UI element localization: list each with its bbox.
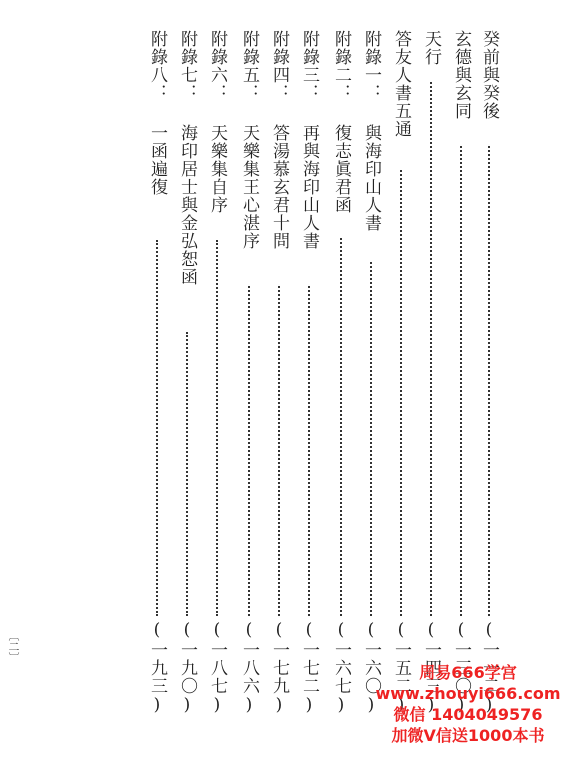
appendix-label: 附錄六： bbox=[207, 30, 227, 102]
entry-title: 癸前與癸後 bbox=[479, 30, 499, 120]
leader-dots bbox=[186, 332, 188, 616]
watermark-line: 微信 1404049576 bbox=[393, 705, 543, 724]
entry-page: (一九三) bbox=[147, 620, 167, 716]
entry-page: (一七九) bbox=[269, 620, 289, 716]
toc-entry bbox=[176, 30, 198, 716]
toc-entry bbox=[238, 30, 260, 716]
toc-entry bbox=[478, 30, 500, 716]
entry-page: (一八七) bbox=[207, 620, 227, 716]
entry-page: (一八六) bbox=[239, 620, 259, 716]
entry-page: (一五二) bbox=[391, 620, 411, 716]
appendix-label: 附錄二： bbox=[331, 30, 351, 102]
entry-page: (一四三) bbox=[421, 620, 441, 716]
entry-title: 復志眞君函 bbox=[331, 124, 351, 214]
entry-page: (一六〇) bbox=[361, 620, 381, 716]
leader-dots bbox=[370, 262, 372, 616]
leader-dots bbox=[488, 146, 490, 616]
entry-title: 答湯慕玄君十問 bbox=[269, 124, 289, 250]
entry-title: 天樂集王心湛序 bbox=[239, 124, 259, 250]
entry-page: (一一二) bbox=[479, 620, 499, 716]
entry-title: 答友人書五通 bbox=[391, 30, 411, 138]
appendix-label: 附錄一： bbox=[361, 30, 381, 102]
watermark-line: 加微V信送1000本书 bbox=[391, 726, 545, 745]
leader-dots bbox=[400, 170, 402, 616]
leader-dots bbox=[430, 82, 432, 616]
watermark bbox=[370, 662, 566, 746]
appendix-label: 附錄七： bbox=[177, 30, 197, 102]
leader-dots bbox=[278, 286, 280, 616]
entry-title: 天行 bbox=[421, 30, 441, 66]
toc-entry bbox=[206, 30, 228, 716]
entry-title: 玄德與玄同 bbox=[451, 30, 471, 120]
watermark-line: 周易666学宫 bbox=[419, 663, 517, 682]
entry-title: 一函遍復 bbox=[147, 124, 167, 196]
appendix-label: 附錄四： bbox=[269, 30, 289, 102]
entry-page: (一六七) bbox=[331, 620, 351, 716]
toc-entry bbox=[450, 30, 472, 716]
page-number: 〔二〕 bbox=[7, 630, 20, 663]
appendix-label: 附錄八： bbox=[147, 30, 167, 102]
toc-entry bbox=[146, 30, 168, 716]
leader-dots bbox=[248, 286, 250, 616]
entry-title: 再與海印山人書 bbox=[299, 124, 319, 250]
entry-title: 與海印山人書 bbox=[361, 124, 381, 232]
toc-entry bbox=[298, 30, 320, 716]
appendix-label: 附錄三： bbox=[299, 30, 319, 102]
toc-entry bbox=[390, 30, 412, 716]
entry-title: 海印居士與金弘恕函 bbox=[177, 124, 197, 286]
leader-dots bbox=[460, 146, 462, 616]
toc-entry bbox=[360, 30, 382, 716]
toc-entry bbox=[268, 30, 290, 716]
leader-dots bbox=[216, 240, 218, 616]
leader-dots bbox=[156, 240, 158, 616]
appendix-label: 附錄五： bbox=[239, 30, 259, 102]
leader-dots bbox=[340, 238, 342, 616]
watermark-line: www.zhouyi666.com bbox=[375, 684, 561, 703]
leader-dots bbox=[308, 286, 310, 616]
entry-page: (一七二) bbox=[299, 620, 319, 716]
entry-title: 天樂集自序 bbox=[207, 124, 227, 214]
toc-entry bbox=[420, 30, 442, 716]
toc-entry bbox=[330, 30, 352, 716]
entry-page: (一九〇) bbox=[177, 620, 197, 716]
entry-page: (一三〇) bbox=[451, 620, 471, 716]
